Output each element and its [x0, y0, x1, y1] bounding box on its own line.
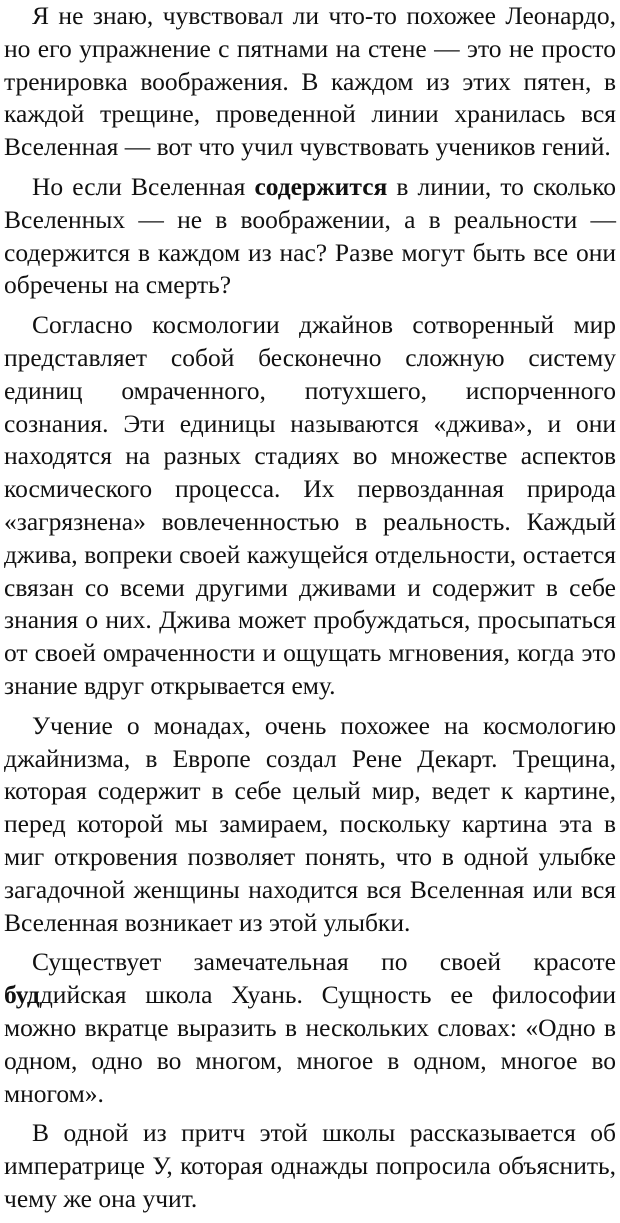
- paragraph-2: [4, 171, 616, 302]
- paragraph-4: Учение о монадах, очень похожее на космологию джайнизма, в Европе создал Рене Декарт. Трещина, которая содержит в себе целый мир, ведет к картине, перед которой мы замираем, поскольку картина эта в миг откровения позволяет понять, что в одной улыбке загадочной женщины находится вся Вселенная или вся Вселенная возникает из этой улыбки.: [4, 710, 616, 937]
- paragraph-5-bold: буд: [4, 980, 40, 1010]
- book-page: [4, 0, 616, 1223]
- paragraph-1: Я не знаю, чувствовал ли что-то похожее Леонардо, но его упражнение с пятнами на стене — это не просто тренировка воображения. В каждом из этих пятен, в каждой трещине, проведенной линии хранилась вся Вселенная — вот что учил чувствовать учеников гений.: [4, 1, 616, 162]
- paragraph-2-start: Но если Вселенная: [32, 171, 255, 201]
- paragraph-5-end: дийская школа Хуань. Сущность ее философии можно вкратце выразить в нескольких словах: «Одно в одном, одно во многом, многое в одном, многое во многом».: [4, 980, 616, 1108]
- paragraph-6: В одной из притч этой школы рассказывается об императрице У, которая однажды попросила объяснить, чему же она учит.: [4, 1118, 616, 1213]
- paragraph-2-bold: содержится: [254, 171, 388, 201]
- paragraph-2-end: в линии, то сколько Вселенных — не в воображении, а в реальности — содержится в каждом из нас? Разве могут быть все они обречены на смерть?: [4, 171, 616, 300]
- paragraph-5-start: Существует замечательная по своей красоте: [32, 947, 616, 977]
- paragraph-5: [4, 946, 616, 1110]
- paragraph-3: Согласно космологии джайнов сотворенный мир представляет собой бесконечно сложную систему единиц омраченного, потухшего, испорченного сознания. Эти единицы называются «джива», и они находятся на разных стадиях во множестве аспектов космического процесса. Их первозданная природа «загрязнена» вовлеченностью в реальность. Каждый джива, вопреки своей кажущейся отдельности, остается связан со всеми другими дживами и содержит в себе знания о них. Джива может пробуждаться, просыпаться от своей омраченности и ощущать мгновения, когда это знание вдруг открывается ему.: [4, 310, 616, 700]
